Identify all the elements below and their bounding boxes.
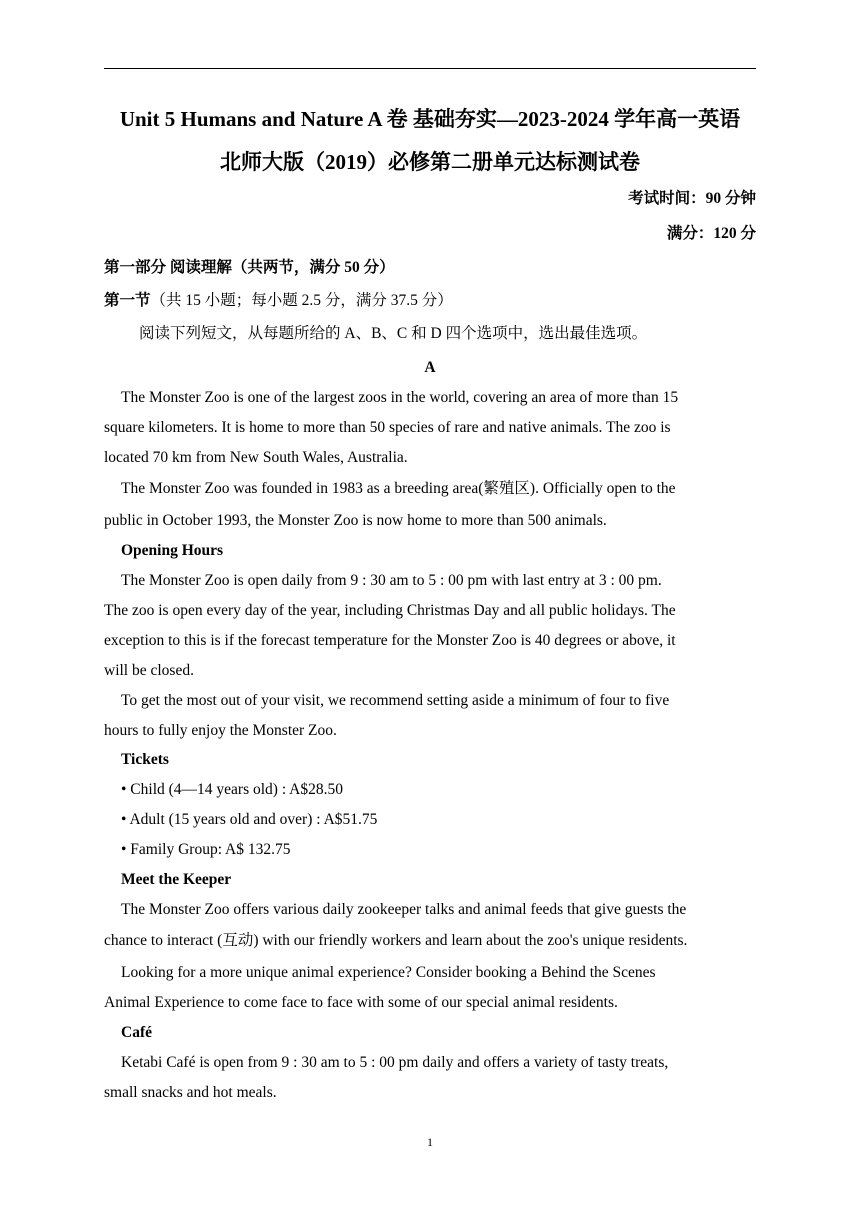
passage-line: will be closed. [104,662,194,679]
ticket-item: • Adult (15 years old and over) : A$51.75 [121,811,378,828]
section-heading [104,290,453,312]
title-line-2: 北师大版（2019）必修第二册单元达标测试卷 [220,150,640,174]
full-score: 满分：120 分 [666,225,756,242]
passage-line: Ketabi Café is open from 9 : 30 am to 5 : 00 pm daily and offers a variety of tasty treats, [121,1054,669,1071]
ticket-item: • Family Group: A$ 132.75 [121,841,291,858]
section-info: （共 15 小题；每小题 2.5 分，满分 37.5 分） [150,292,453,309]
ticket-item: • Child (4—14 years old) : A$28.50 [121,781,343,798]
subheading-opening-hours: Opening Hours [121,542,224,559]
passage-line: square kilometers. It is home to more than 50 species of rare and native animals. The zoo is [104,419,671,436]
passage-line: public in October 1993, the Monster Zoo is now home to more than 500 animals. [104,512,607,529]
passage-line: The Monster Zoo offers various daily zookeeper talks and animal feeds that give guests the [121,901,687,918]
passage-line: chance to interact (互动) with our friendly workers and learn about the zoo's unique residents. [104,932,688,949]
passage-line: hours to fully enjoy the Monster Zoo. [104,722,337,739]
passage-line: The Monster Zoo is open daily from 9 : 30 am to 5 : 00 pm with last entry at 3 : 00 pm. [121,572,662,589]
passage-line: small snacks and hot meals. [104,1084,277,1101]
passage-line: The zoo is open every day of the year, including Christmas Day and all public holidays. The [104,602,676,619]
passage-line: Looking for a more unique animal experience? Consider booking a Behind the Scenes [121,964,656,981]
passage-line: The Monster Zoo was founded in 1983 as a breeding area(繁殖区). Officially open to the [121,480,676,497]
exam-time: 考试时间：90 分钟 [628,190,756,207]
passage-line: The Monster Zoo is one of the largest zoos in the world, covering an area of more than 15 [121,389,679,406]
passage-line: exception to this is if the forecast temperature for the Monster Zoo is 40 degrees or above, it [104,632,676,649]
subheading-meet-the-keeper: Meet the Keeper [121,871,232,888]
passage-letter: A [424,359,436,376]
instruction: 阅读下列短文，从每题所给的 A、B、C 和 D 四个选项中，选出最佳选项。 [139,325,648,342]
passage-line: To get the most out of your visit, we recommend setting aside a minimum of four to five [121,692,670,709]
section-prefix: 第一节 [104,292,151,309]
title-line-1: Unit 5 Humans and Nature A 卷 基础夯实—2023-2024 学年高一英语 [119,107,741,131]
page-number: 1 [427,1135,433,1149]
passage-line: located 70 km from New South Wales, Australia. [104,449,408,466]
part-heading: 第一部分 阅读理解（共两节，满分 50 分） [104,259,395,276]
subheading-tickets: Tickets [121,751,169,768]
header-rule [104,68,756,69]
passage-line: Animal Experience to come face to face with some of our special animal residents. [104,994,618,1011]
subheading-cafe: Café [121,1024,152,1041]
